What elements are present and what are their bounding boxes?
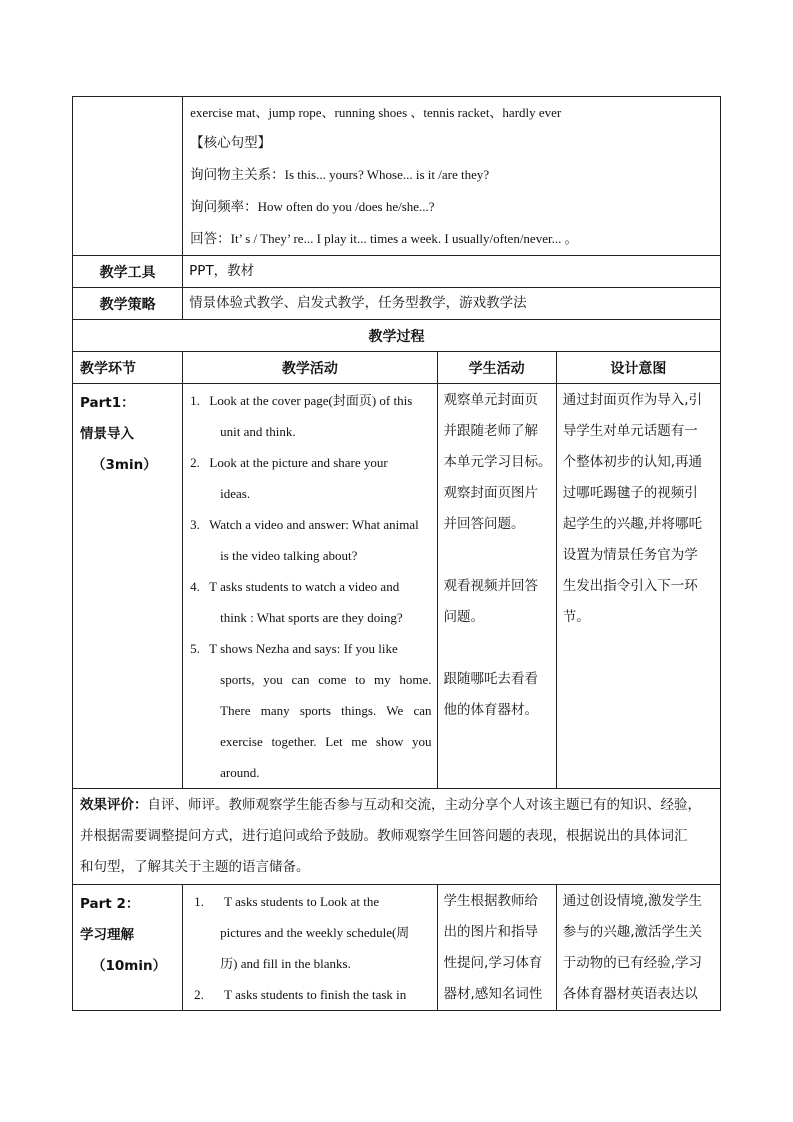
part1-name: Part1：: [80, 395, 135, 411]
lesson-plan-table: [72, 96, 721, 1011]
activity-text-cont: sports, you can come to my home. There many sports things. We can exercise together. Let me show you around.: [220, 672, 432, 780]
intent-line: 设置为情景任务官为学: [562, 547, 698, 563]
intent-line: 生发出指令引入下一环: [562, 578, 698, 594]
part2-duration: （10min）: [92, 958, 167, 974]
student-line: 本单元学习目标。: [443, 454, 552, 470]
column-header-teaching-activity: 教学活动: [183, 352, 437, 384]
student-spacer: [444, 633, 552, 664]
intent-line: 通过封面页作为导入,引: [562, 392, 703, 408]
activity-text: T asks students to watch a video and: [209, 579, 400, 594]
student-line: 跟随哪吒去看看: [443, 671, 539, 687]
part1-activity-item: [190, 633, 431, 788]
activity-text: T asks students to finish the task in: [224, 987, 407, 1002]
activity-text: T shows Nezha and says: If you like: [209, 641, 398, 656]
activity-text-cont: think : What sports are they doing?: [220, 610, 403, 625]
core-content-cell: [183, 97, 721, 256]
part2-stage-cell: [73, 885, 183, 1011]
part2-student-cell: [437, 885, 556, 1011]
part2-activity-item: [190, 886, 431, 979]
student-line: 并跟随老师了解: [443, 423, 539, 439]
part1-activity-item: [190, 509, 431, 571]
student-line: 并回答问题。: [443, 516, 525, 532]
part1-activity-item: [190, 447, 431, 509]
strategy-value: 情景体验式教学、启发式教学，任务型教学，游戏教学法: [183, 288, 721, 320]
activity-text: Look at the picture and share your: [209, 455, 388, 470]
student-line: 观看视频并回答: [443, 578, 539, 594]
part1-duration: （3min）: [92, 457, 157, 473]
part1-row: [73, 384, 721, 789]
activity-number: 2.: [194, 987, 204, 1002]
evaluation-row: [73, 789, 721, 885]
activity-number: 3.: [190, 517, 200, 532]
activity-number: 4.: [190, 579, 200, 594]
activity-text-cont: 历) and fill in the blanks.: [220, 956, 351, 971]
evaluation-text: 自评、师评。教师观察学生能否参与互动和交流，主动分享个人对该主题已有的知识、经验，: [147, 797, 701, 813]
part2-activities-cell: [183, 885, 437, 1011]
pattern-ownership: [190, 159, 720, 191]
student-line: 性提问,学习体育: [443, 955, 543, 971]
pattern-answer-text: It’ s / They’ re... I play it... times a week. I usually/often/never... 。: [230, 231, 578, 246]
column-header-stage: 教学环节: [73, 352, 183, 384]
student-line: 观察单元封面页: [443, 392, 539, 408]
evaluation-cell: [73, 789, 721, 885]
part1-activity-item: [190, 571, 431, 633]
pattern-ownership-label: 询问物主关系：: [190, 167, 285, 183]
student-line: 出的图片和指导: [443, 924, 539, 940]
student-line: 器材,感知名词性: [443, 986, 543, 1002]
intent-line: 各体育器材英语表达以: [562, 986, 698, 1002]
process-title-row: [73, 320, 721, 352]
tools-value: PPT，教材: [183, 256, 721, 288]
intent-line: 导学生对单元话题有一: [562, 423, 698, 439]
tools-row: [73, 256, 721, 288]
column-header-design-intent: 设计意图: [556, 352, 720, 384]
pattern-answer-label: 回答：: [190, 231, 231, 247]
evaluation-line: [80, 790, 713, 821]
intent-line: 参与的兴趣,激活学生关: [562, 924, 703, 940]
evaluation-line: 和句型，了解其关于主题的语言储备。: [80, 859, 310, 875]
column-header-row: [73, 352, 721, 384]
activity-number: 5.: [190, 641, 200, 656]
part1-activity-item: [190, 385, 431, 447]
part2-name: Part 2：: [80, 896, 140, 912]
lesson-plan-page: [72, 96, 721, 1011]
intent-line: 过哪吒踢毽子的视频引: [562, 485, 698, 501]
pattern-frequency-text: How often do you /does he/she...?: [257, 199, 435, 214]
tools-label: 教学工具: [73, 256, 183, 288]
activity-text: Look at the cover page(封面页) of this: [209, 393, 413, 408]
core-content-label-cell: [73, 97, 183, 256]
student-spacer: [444, 540, 552, 571]
activity-text-cont: pictures and the weekly schedule(周: [220, 925, 410, 940]
part1-stage-cell: [73, 384, 183, 789]
evaluation-line: 并根据需要调整提问方式，进行追问或给予鼓励。教师观察学生回答问题的表现，根据说出的具体词汇: [80, 828, 688, 844]
evaluation-label: 效果评价：: [80, 797, 148, 813]
activity-number: 1.: [194, 894, 204, 909]
vocab-line: exercise mat、jump rope、running shoes 、tennis racket、hardly ever: [190, 105, 562, 120]
pattern-frequency: [190, 191, 720, 223]
student-line: 学生根据教师给: [443, 893, 539, 909]
intent-line: 节。: [562, 609, 590, 625]
pattern-ownership-text: Is this... yours? Whose... is it /are they?: [284, 167, 490, 182]
part1-activities-cell: [183, 384, 437, 789]
pattern-heading: 【核心句型】: [190, 135, 272, 151]
core-content-row: [73, 97, 721, 256]
part2-intent-cell: [556, 885, 720, 1011]
activity-text: Watch a video and answer: What animal: [209, 517, 419, 532]
column-header-student-activity: 学生活动: [437, 352, 556, 384]
part2-row: [73, 885, 721, 1011]
part2-activity-item: [190, 979, 431, 1010]
part1-student-cell: [437, 384, 556, 789]
intent-line: 通过创设情境,激发学生: [562, 893, 703, 909]
student-line: 观察封面页图片: [443, 485, 539, 501]
part1-intent-cell: [556, 384, 720, 789]
activity-text-cont: is the video talking about?: [220, 548, 358, 563]
strategy-label: 教学策略: [73, 288, 183, 320]
part1-title: 情景导入: [80, 426, 134, 442]
student-line: 他的体育器材。: [443, 702, 539, 718]
activity-number: 1.: [190, 393, 200, 408]
intent-line: 于动物的已有经验,学习: [562, 955, 703, 971]
activity-text-cont: unit and think.: [220, 424, 296, 439]
pattern-frequency-label: 询问频率：: [190, 199, 258, 215]
activity-number: 2.: [190, 455, 200, 470]
student-line: 问题。: [443, 609, 485, 625]
strategy-row: [73, 288, 721, 320]
intent-line: 个整体初步的认知,再通: [562, 454, 703, 470]
pattern-answer: [190, 223, 720, 255]
intent-line: 起学生的兴趣,并将哪吒: [562, 516, 703, 532]
activity-text: T asks students to Look at the: [224, 894, 380, 909]
process-title: 教学过程: [73, 320, 721, 352]
part2-title: 学习理解: [80, 927, 134, 943]
activity-text-cont: ideas.: [220, 486, 251, 501]
